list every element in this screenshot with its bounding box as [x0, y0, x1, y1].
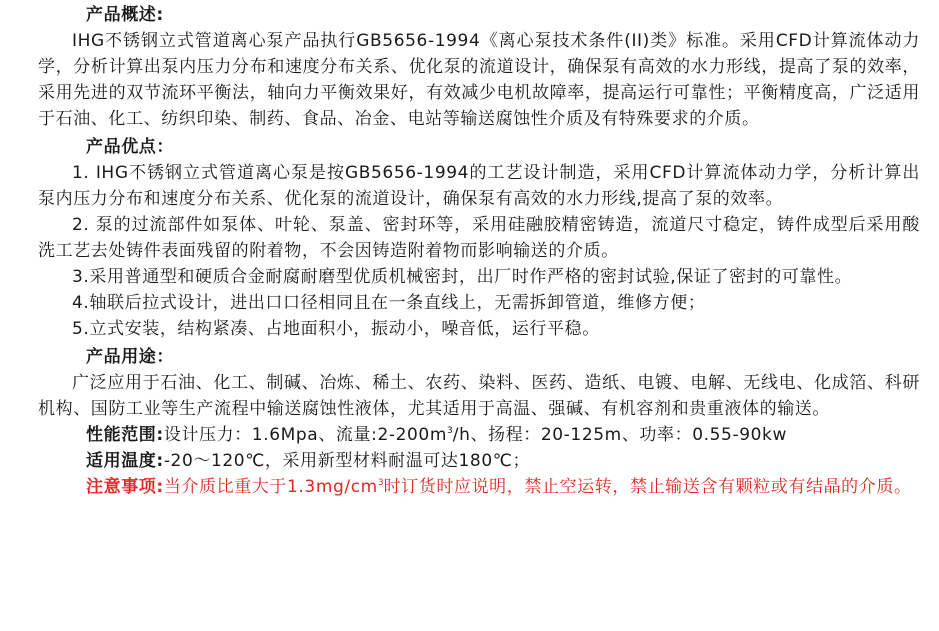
advantage-item-3: 3.采用普通型和硬质合金耐腐耐磨型优质机械密封，出厂时作严格的密封试验,保证了密封的可靠性。 — [72, 267, 853, 287]
product-document — [38, 0, 920, 500]
performance-text-unit: /h、扬程：20-125m、功率：0.55-90kw — [452, 425, 787, 445]
notice-superscript: 3 — [377, 478, 384, 488]
notice-text: 当介质比重大于1.3mg/cm — [163, 477, 378, 497]
usage-heading: 产品用途： — [86, 347, 174, 367]
notice-paragraph — [38, 474, 920, 500]
usage-paragraph: 广泛应用于石油、化工、制碱、冶炼、稀土、农药、染料、医药、造纸、电镀、电解、无线电、化成箔、科研机构、国防工业等生产流程中输送腐蚀性液体，尤其适用于高温、强碱、有机容剂和贵重液体的输送。 — [38, 373, 920, 419]
notice-text-rest: 时订货时应说明，禁止空运转，禁止输送含有颗粒或有结晶的介质。 — [383, 477, 912, 497]
performance-line — [86, 422, 920, 448]
advantage-item-4: 4.轴联后拉式设计，进出口口径相同且在一条直线上，无需拆卸管道，维修方便； — [72, 293, 706, 313]
performance-superscript: 3 — [447, 426, 453, 436]
advantage-item-2: 2. 泵的过流部件如泵体、叶轮、泵盖、密封环等，采用硅融胶精密铸造，流道尺寸稳定，铸件成型后采用酸洗工艺去处铸件表面残留的附着物，不会因铸造附着物而影响输送的介质。 — [38, 215, 920, 261]
advantage-item-1: 1. IHG不锈钢立式管道离心泵是按GB5656-1994的工艺设计制造，采用CFD计算流体动力学，分析计算出泵内压力分布和速度分布关系、优化泵的流道设计，确保泵有高效的水力形线,提高了泵的效率。 — [38, 163, 920, 209]
overview-heading: 产品概述: — [86, 5, 164, 25]
performance-text: 设计压力：1.6Mpa、流量:2-200m — [163, 425, 448, 445]
temperature-line — [86, 448, 920, 474]
temperature-text: -20～120℃，采用新型材料耐温可达180℃； — [163, 451, 531, 471]
overview-paragraph: IHG不锈钢立式管道离心泵产品执行GB5656-1994《离心泵技术条件(II)类》标准。采用CFD计算流体动力学，分析计算出泵内压力分布和速度分布关系、优化泵的流道设计，确保泵有高效的水力形线，提高了泵的效率，采用先进的双节流环平衡法，轴向力平衡效果好，有效减少电机故障率，提高运行可靠性；平衡精度高，广泛适用于石油、化工、纺织印染、制药、食品、冶金、电站等输送腐蚀性介质及有特殊要求的介质。 — [38, 31, 920, 129]
advantage-item-5: 5.立式安装，结构紧凑、占地面积小，振动小，噪音低，运行平稳。 — [72, 319, 600, 339]
advantages-heading: 产品优点： — [86, 137, 174, 157]
temperature-label: 适用温度: — [86, 451, 164, 471]
notice-label: 注意事项: — [86, 477, 164, 497]
performance-label: 性能范围: — [86, 425, 164, 445]
